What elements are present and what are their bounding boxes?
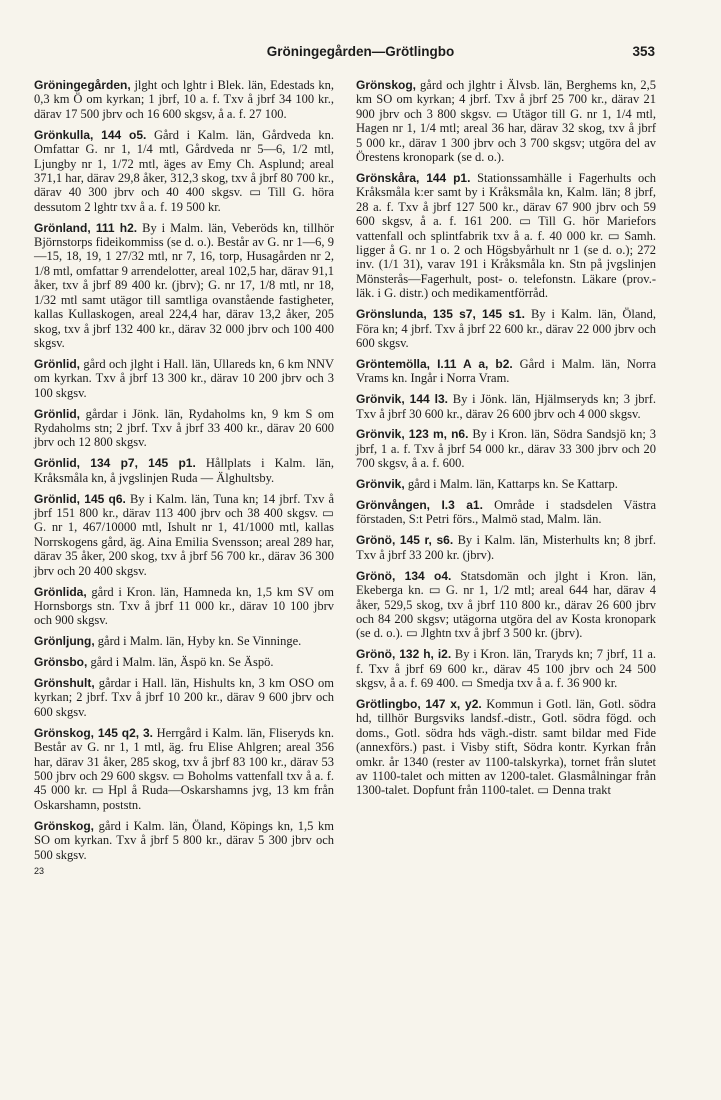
entry-headword: Grönlid, (34, 356, 80, 371)
entry-headword: Grönskog, (356, 78, 417, 92)
signature-mark: 23 (34, 866, 45, 877)
gazetteer-entry (34, 128, 334, 214)
entry-text: Stationssamhälle i Fagerhults och Kråksmåla k:er samt by i Kråksmåla kn, Kalm. län; 8 jbrf, 28 a. f. Txv å jbrf 127 500 kr., därav 67 900 jbrv och 59 600 skgsv, å a. f. 161 200. ▭ Till G. hör Mariefors vattenfall och splintfabrik txv å a. f. 40 000 kr. ▭ Samh. ligger å G. nr 1 o. 2 och Högsbyårhult nr 1 (se d. o.); 272 inv. (1/1 31), varav 191 i Kråksmåla kn. Stn på jvgslinjen Mönsterås—Fagerhult, post- o. telefonstn. Läkare (prov.-läk. i G. distr.) och medikamentförråd. (356, 170, 656, 301)
entry-headword: Grönvik, (356, 477, 405, 492)
entry-headword: Gröntemölla, I.11 A a, b2. (356, 356, 513, 371)
entry-text: Hållplats i Kalm. län, Kråksmåla kn, å jvgslinjen Ruda — Älghultsby. (34, 456, 334, 485)
gazetteer-entry (356, 78, 656, 164)
entry-text: gård och jlghtr i Älvsb. län, Berghems kn, 2,5 km SO om kyrkan; 4 jbrf. Txv å jbrf 25 700 kr., därav 21 900 jbrv och 3 800 skgsv. ▭ Utägor till G. nr 1, 1/4 mtl, Hagen nr 1, 1/4 mtl; areal 36 har, därav 32 skog, txv å jbrf 5 000 kr., därav 1 300 jbrv och 3 700 skgsv; utgöra del av Örestens kronopark (se d. o.). (356, 78, 656, 165)
gazetteer-entry (34, 492, 334, 578)
entry-headword: Grönvik, 144 l3. (356, 392, 449, 407)
entry-headword: Grönö, 132 h, i2. (356, 647, 452, 662)
entry-text: gård i Kron. län, Hamneda kn, 1,5 km SV om Hornsborgs stn. Txv å jbrf 11 000 kr., därav 10 100 jbrv och 900 skgsv. (34, 584, 334, 628)
entry-headword: Grönskog, (34, 818, 95, 833)
text-columns (34, 78, 656, 1078)
gazetteer-entry (356, 697, 656, 798)
gazetteer-entry (34, 585, 334, 628)
entry-text: By i Kron. län, Södra Sandsjö kn; 3 jbrf, 1 a. f. Txv å jbrf 54 000 kr., därav 33 300 jbrv och 20 700 skgsv, å a. f. 600. (356, 427, 656, 471)
entry-text: gårdar i Jönk. län, Rydaholms kn, 9 km S om Rydaholms stn; 2 jbrf. Txv å jbrf 33 400 kr., därav 20 600 jbrv och 12 800 skgsv. (34, 406, 334, 450)
gazetteer-entry (34, 221, 334, 351)
entry-headword: Grönlid, (34, 406, 80, 421)
left-column (34, 78, 334, 876)
gazetteer-entry (356, 392, 656, 421)
entry-headword: Grönlid, 134 p7, 145 p1. (34, 456, 196, 471)
gazetteer-entry (34, 726, 334, 812)
entry-headword: Grönö, 134 o4. (356, 568, 452, 583)
entry-text: Kommun i Gotl. län, Gotl. södra hd, tillhör Burgsviks landsf.-distr., Gotl. södra fögd. och doms., Gotl. södra hds vägh.-distr. samt bildar med Fide (annexförs.) past. i Visby stift, Södra kontr. Kyrkan från omkr. år 1340 (rester av 1100-talskyrka), tornet från slutet av 1100-talet och mitten av 1200-talet. Glasmålningar från 1300-talet. Dopfunt från 1100-talet. ▭ Denna trakt (356, 696, 656, 798)
gazetteer-entry (356, 569, 656, 641)
entry-text: gård i Malm. län, Äspö kn. Se Äspö. (87, 655, 274, 670)
entry-text: Statsdomän och jlght i Kron. län, Ekeberga kn. ▭ G. nr 1, 1/2 mtl; areal 644 har, därav 4 åker, 529,5 skog, txv å jbrf 110 800 kr., därav 26 600 jbrv och 84 200 skgsv; utägorna utgöra del av Kosta kronopark (se d. o.). ▭ Jlghtn txv å jbrf 3 500 kr. (jbrv). (356, 568, 657, 641)
entry-text: By i Kalm. län, Öland, Föra kn; 4 jbrf. Txv å jbrf 22 600 kr., därav 22 000 jbrv och 600 skgsv. (356, 307, 656, 350)
gazetteer-entry (34, 819, 334, 862)
entry-text: gård i Malm. län, Kattarps kn. Se Kattarp. (404, 477, 618, 492)
entry-text: Gård i Kalm. län, Gårdveda kn. Omfattar G. nr 1, 1/4 mtl, Gårdveda nr 5—6, 1/2 mtl, Ljungby nr 1, 1/72 mtl, äges av Emy Ch. Asplund; areal 371,1 har, därav 29,8 åker, 312,3 skog, txv å jbrf 80 700 kr., därav 40 300 jbrv och 40 400 skgsv. ▭ Till G. höra dessutom 2 lghtr txv å a. f. 19 500 kr. (34, 127, 335, 214)
entry-text: gård i Malm. län, Hyby kn. Se Vinninge. (94, 634, 302, 649)
entry-text: gård i Kalm. län, Öland, Köpings kn, 1,5 km SO om kyrkan. Txv å jbrf 5 800 kr., därav 5 300 jbrv och 500 skgsv. (34, 818, 334, 862)
entry-headword: Grönlid, 145 q6. (34, 491, 126, 506)
gazetteer-entry (356, 307, 656, 350)
entry-headword: Gröningegården, (34, 78, 131, 92)
entry-text: By i Kalm. län, Tuna kn; 14 jbrf. Txv å jbrf 151 800 kr., därav 113 400 jbrv och 38 400 skgsv. ▭ G. nr 1, 467/10000 mtl, Ishult nr 1, 41/1000 mtl, kallas Norrskogens gård, äg. Aina Emilia Svensson; areal 289 har, därav 35 åker, 200 skog, txv å jbrf 56 700 kr., därav 36 300 jbrv och 20 400 skgsv. (34, 491, 334, 578)
gazetteer-entry (34, 357, 334, 400)
gazetteer-entry (356, 533, 656, 562)
entry-text: By i Malm. län, Veberöds kn, tillhör Björnstorps fideikommiss (se d. o.). Består av G. nr 1—6, 9—15, 18, 19, 1 27/32 mtl, nr 7, 16, torp, Husagården nr 2, 1/8 mtl, omfattar 9 arrendelotter, areal 102,5 har, därav 91,1 åker, txv å jbrf 89 400 kr. (jbrv); G. nr 17, 1/8 mtl, nr 18, 1/32 mtl samt utägor till samtliga ovanstående fastigheter, kallas Kullaskogen, areal 224,4 har, därav 13,2 åker, 205 skog, txv å jbrf 132 400 kr., därav 32 000 jbrv och 100 400 skgsv. (34, 220, 334, 350)
entry-headword: Grönskåra, 144 p1. (356, 170, 471, 185)
gazetteer-entry (34, 676, 334, 719)
page-number: 353 (632, 44, 655, 59)
gazetteer-entry (34, 407, 334, 450)
gazetteer-entry (34, 78, 334, 121)
gazetteer-entry (356, 357, 656, 386)
entry-headword: Grönö, 145 r, s6. (356, 533, 454, 548)
entry-headword: Grönshult, (34, 676, 95, 691)
entry-headword: Grönvik, 123 m, n6. (356, 427, 469, 442)
entry-headword: Grönlida, (34, 584, 87, 599)
running-head: Gröningegården—Grötlingbo (266, 44, 455, 59)
entry-text: By i Jönk. län, Hjälmseryds kn; 3 jbrf. Txv å jbrf 30 600 kr., därav 26 600 jbrv och 4 000 skgsv. (356, 392, 656, 421)
entry-headword: Grönland, 111 h2. (34, 220, 138, 235)
entry-text: Område i stadsdelen Västra förstaden, S:t Petri förs., Malmö stad, Malm. län. (356, 498, 657, 527)
gazetteer-entry (356, 427, 656, 470)
entry-headword: Grötlingbo, 147 x, y2. (356, 696, 482, 711)
gazetteer-entry (356, 498, 656, 527)
entry-headword: Grönvången, I.3 a1. (356, 498, 483, 513)
entry-headword: Grönskog, 145 q2, 3. (34, 725, 153, 740)
entry-headword: Grönljung, (34, 634, 95, 649)
entry-text: Gård i Malm. län, Norra Vrams kn. Ingår i Norra Vram. (356, 356, 656, 386)
gazetteer-entry (34, 655, 334, 669)
entry-headword: Grönsbo, (34, 655, 88, 670)
entry-headword: Grönslunda, 135 s7, 145 s1. (356, 307, 525, 322)
entry-headword: Grönkulla, 144 o5. (34, 127, 147, 142)
gazetteer-entry (356, 477, 656, 491)
entry-text: Herrgård i Kalm. län, Fliseryds kn. Består av G. nr 1, 1 mtl, äg. fru Elise Ahlgren; areal 356 har, därav 31 åker, 285 skog, txv å jbrf 83 100 kr., därav 53 500 jbrv och 29 600 skgsv. ▭ Boholms vattenfall txv å a. f. 45 000 kr. ▭ Hpl å Ruda—Oskarshamns jvg, 13 km från Oskarshamn, poststn. (34, 725, 334, 812)
entry-text: gård och jlght i Hall. län, Ullareds kn, 6 km NNV om kyrkan. Txv å jbrf 13 300 kr., därav 10 200 jbrv och 3 100 skgsv. (34, 356, 334, 400)
entry-text: By i Kalm. län, Misterhults kn; 8 jbrf. Txv å jbrf 33 200 kr. (jbrv). (356, 533, 656, 562)
gazetteer-entry (356, 171, 656, 301)
right-column (356, 78, 656, 804)
gazetteer-entry (356, 647, 656, 690)
entry-text: jlght och lghtr i Blek. län, Edestads kn, 0,3 km Ö om kyrkan; 1 jbrf, 10 a. f. Txv å jbrf 34 100 kr., därav 17 500 jbrv och 16 600 skgsv, å a. f. 27 100. (34, 78, 334, 121)
entry-text: By i Kron. län, Traryds kn; 7 jbrf, 11 a. f. Txv å jbrf 69 600 kr., därav 45 100 jbrv och 24 500 skgsv, å a. f. 69 400. ▭ Smedja txv å a. f. 36 900 kr. (356, 647, 657, 691)
gazetteer-entry (34, 456, 334, 485)
page-header (0, 44, 721, 68)
gazetteer-entry (34, 634, 334, 648)
entry-text: gårdar i Hall. län, Hishults kn, 3 km OSO om kyrkan; 2 jbrf. Txv å jbrf 10 200 kr., därav 9 600 jbrv och 600 skgsv. (34, 676, 334, 719)
